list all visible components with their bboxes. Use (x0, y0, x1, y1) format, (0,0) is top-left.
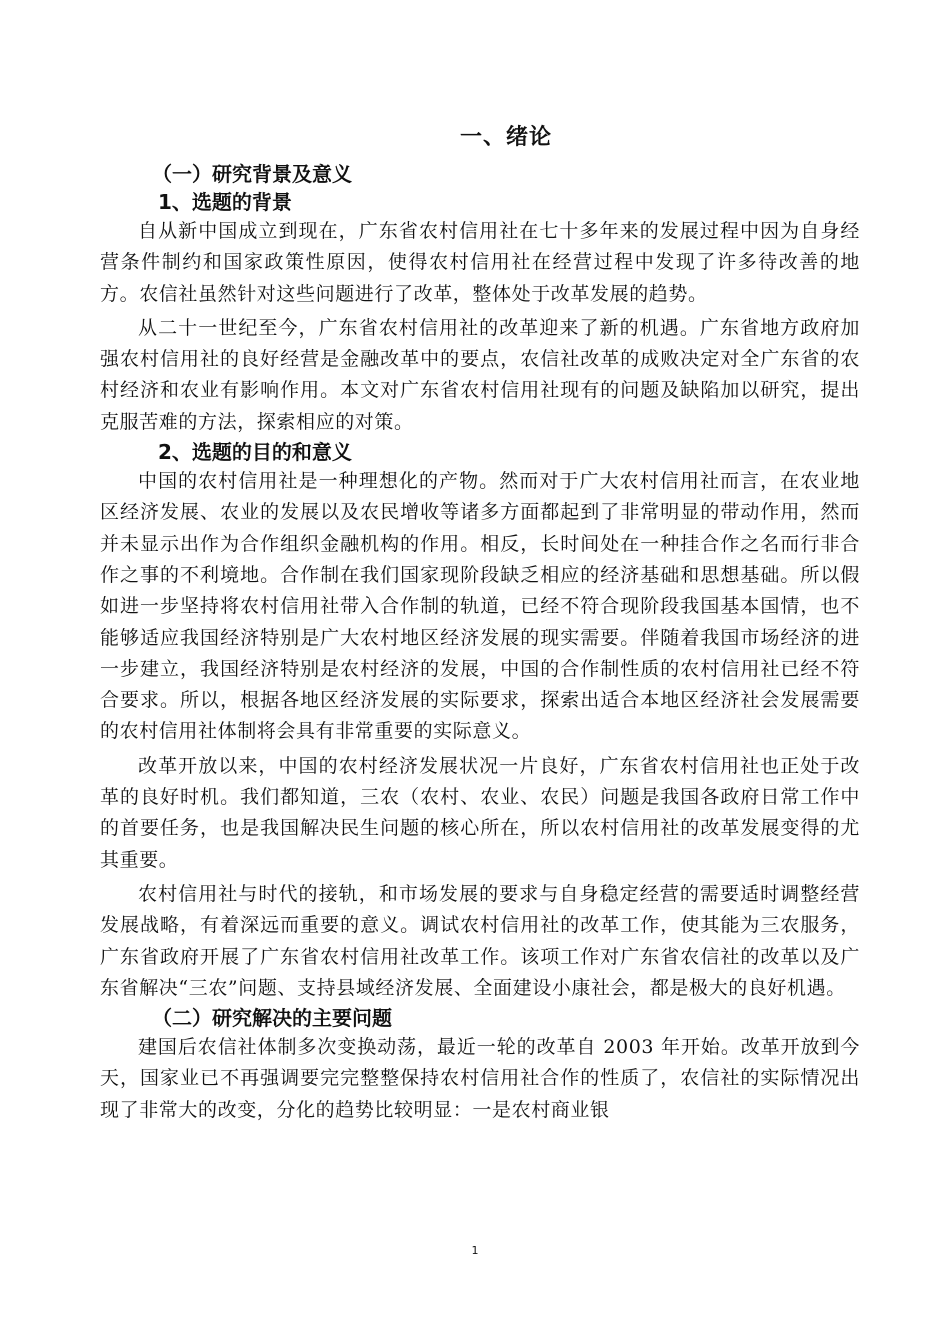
subsection-heading-purpose: 2、选题的目的和意义 (158, 440, 352, 465)
section-heading-problems: （二）研究解决的主要问题 (152, 1006, 392, 1031)
document-body (100, 116, 860, 1126)
section-heading-background: （一）研究背景及意义 (152, 162, 352, 186)
subsection-heading-background: 1、选题的背景 (158, 190, 292, 214)
paragraph: 建国后农信社体制多次变换动荡，最近一轮的改革自 2003 年开始。改革开放到今天，国家业已不再强调要完完整整保持农村信用社合作的性质了，农信社的实际情况出现了非常大的改变，分化的趋势比较明显：一是农村商业银 (100, 1036, 860, 1121)
paragraph: 农村信用社与时代的接轨，和市场发展的要求与自身稳定经营的需要适时调整经营发展战略，有着深远而重要的意义。调试农村信用社的改革工作，使其能为三农服务，广东省政府开展了广东省农村信用社改革工作。该项工作对广东省农信社的改革以及广东省解决“三农”问题、支持县域经济发展、全面建设小康社会，都是极大的良好机遇。 (100, 882, 860, 999)
page-number: 1 (471, 1244, 479, 1257)
paragraph: 自从新中国成立到现在，广东省农村信用社在七十多年来的发展过程中因为自身经营条件制约和国家政策性原因，使得农村信用社在经营过程中发现了许多待改善的地方。农信社虽然针对这些问题进行了改革，整体处于改革发展的趋势。 (100, 220, 860, 305)
paragraph: 中国的农村信用社是一种理想化的产物。然而对于广大农村信用社而言，在农业地区经济发展、农业的发展以及农民增收等诸多方面都起到了非常明显的带动作用，然而并未显示出作为合作组织金融机构的作用。相反，长时间处在一种挂合作之名而行非合作之事的不利境地。合作制在我们国家现阶段缺乏相应的经济基础和思想基础。所以假如进一步坚持将农村信用社带入合作制的轨道，已经不符合现阶段我国基本国情，也不能够适应我国经济特别是广大农村地区经济发展的现实需要。伴随着我国市场经济的进一步建立，我国经济特别是农村经济的发展，中国的合作制性质的农村信用社已经不符合要求。所以，根据各地区经济发展的实际要求，探索出适合本地区经济社会发展需要的农村信用社体制将会具有非常重要的实际意义。 (100, 470, 860, 743)
paragraph: 从二十一世纪至今，广东省农村信用社的改革迎来了新的机遇。广东省地方政府加强农村信用社的良好经营是金融改革中的要点，农信社改革的成败决定对全广东省的农村经济和农业有影响作用。本文对广东省农村信用社现有的问题及缺陷加以研究，提出克服苦难的方法，探索相应的对策。 (100, 316, 860, 433)
chapter-title: 一、绪论 (459, 125, 552, 150)
paragraph: 改革开放以来，中国的农村经济发展状况一片良好，广东省农村信用社也正处于改革的良好时机。我们都知道，三农（农村、农业、农民）问题是我国各政府日常工作中的首要任务，也是我国解决民生问题的核心所在，所以农村信用社的改革发展变得的尤其重要。 (100, 754, 860, 871)
